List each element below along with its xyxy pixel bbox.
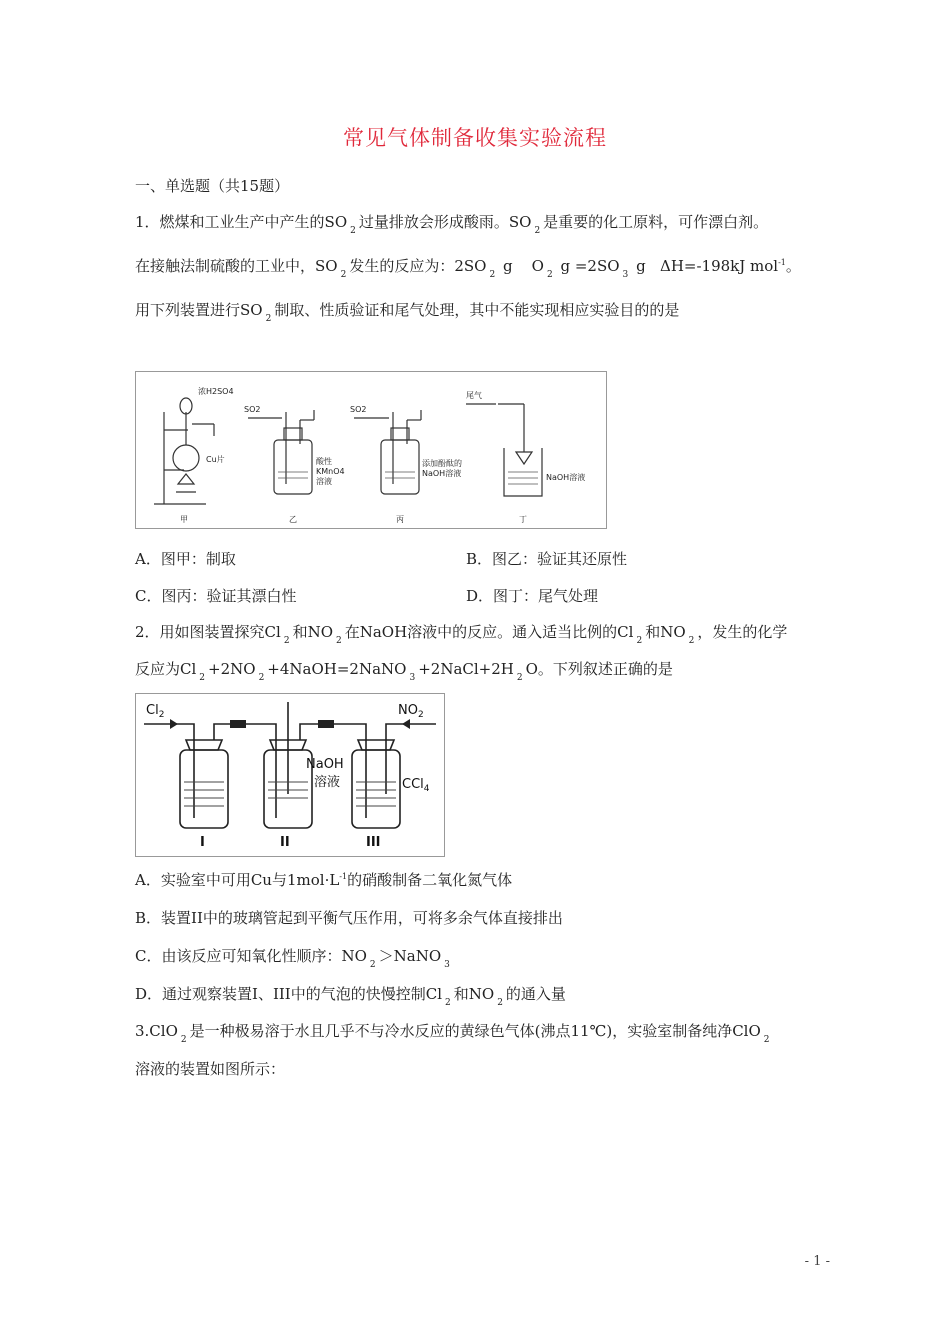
svg-text:SO2: SO2	[244, 405, 261, 414]
svg-text:III: III	[366, 835, 381, 850]
page-number: - 1 -	[804, 1254, 830, 1269]
svg-text:丙: 丙	[396, 515, 404, 524]
svg-text:I: I	[200, 835, 205, 850]
q2-line-2: 反应为Cl $_2$ +2NO $_2$ +4NaOH=2NaNO $_3$ +2NaCl+2H $_2$ O。下列叙述正确的是	[135, 660, 673, 683]
svg-text:II: II	[280, 835, 290, 850]
q1-line-3: 用下列装置进行SO $_2$ 制取、性质验证和尾气处理，其中不能实现相应实验目的的是	[135, 301, 680, 324]
q2-option-d: D．通过观察装置I、III中的气泡的快慢控制Cl $_2$ 和NO $_2$ 的通入量	[135, 985, 566, 1008]
svg-text:Cu片: Cu片	[206, 455, 225, 464]
svg-text:尾气: 尾气	[466, 391, 482, 400]
svg-text:Cl2: $Cl_2$	[146, 703, 165, 720]
q1-option-c: C．图丙：验证其漂白性	[135, 587, 297, 605]
svg-text:CCl4: CCl$_4$	[402, 777, 430, 794]
svg-text:酸性: 酸性	[316, 457, 332, 466]
q2-option-b: B．装置II中的玻璃管起到平衡气压作用，可将多余气体直接排出	[135, 909, 563, 927]
svg-text:KMnO4: KMnO4	[316, 467, 345, 476]
svg-text:甲: 甲	[180, 515, 188, 524]
document-title: 常见气体制备收集实验流程	[343, 126, 607, 150]
svg-text:NaOH溶液: NaOH溶液	[546, 473, 586, 482]
q2-apparatus-diagram	[136, 694, 444, 856]
svg-text:丁: 丁	[519, 515, 527, 524]
section-heading: 一、单选题（共15题）	[135, 177, 290, 195]
q1-option-a: A．图甲：制取	[135, 550, 236, 568]
svg-text:NaOH溶液: NaOH溶液	[422, 469, 462, 478]
q2-apparatus-figure	[135, 693, 445, 857]
svg-text:NaOH: NaOH	[306, 757, 344, 772]
svg-text:溶液: 溶液	[314, 775, 341, 790]
svg-text:溶液: 溶液	[316, 477, 332, 486]
q2-option-a: A．实验室中可用Cu与$1mol\cdot L^{-1}$的硝酸制备二氧化氮气体	[135, 871, 513, 889]
svg-text:乙: 乙	[289, 515, 297, 524]
svg-text:添加酚酞的: 添加酚酞的	[422, 459, 462, 468]
q3-line-2: 溶液的装置如图所示：	[135, 1060, 286, 1078]
svg-text:SO2: SO2	[350, 405, 367, 414]
q2-line-1: 2．用如图装置探究Cl $_2$ 和NO $_2$ 在NaOH溶液中的反应。通入适当比例的Cl $_2$ 和NO $_2$ ，发生的化学	[135, 623, 788, 646]
q1-apparatus-diagram	[136, 372, 606, 528]
q2-option-c: C．由该反应可知氧化性顺序：NO $_2$ ＞NaNO $_3$	[135, 947, 450, 970]
q1-line-1: 1．燃煤和工业生产中产生的SO $_2$ 过量排放会形成酸雨。SO $_2$ 是重要的化工原料，可作漂白剂。	[135, 213, 769, 236]
q1-option-b: B．图乙：验证其还原性	[466, 550, 628, 568]
q1-apparatus-figure	[135, 371, 607, 529]
q1-line-2: 在接触法制硫酸的工业中，SO $_2$ 发生的反应为：2SO $_2$ g O $_2$ g =2SO $_3$ g ΔH=-198kJ mol$^{-1}$。	[135, 257, 801, 280]
svg-text:浓H2SO4: 浓H2SO4	[198, 387, 234, 396]
q3-line-1: 3.ClO $_2$ 是一种极易溶于水且几乎不与冷水反应的黄绿色气体(沸点11℃)，实验室制备纯净ClO $_2$	[135, 1022, 770, 1045]
q1-option-d: D．图丁：尾气处理	[466, 587, 599, 605]
svg-text:NO2: $NO_2$	[398, 703, 424, 720]
